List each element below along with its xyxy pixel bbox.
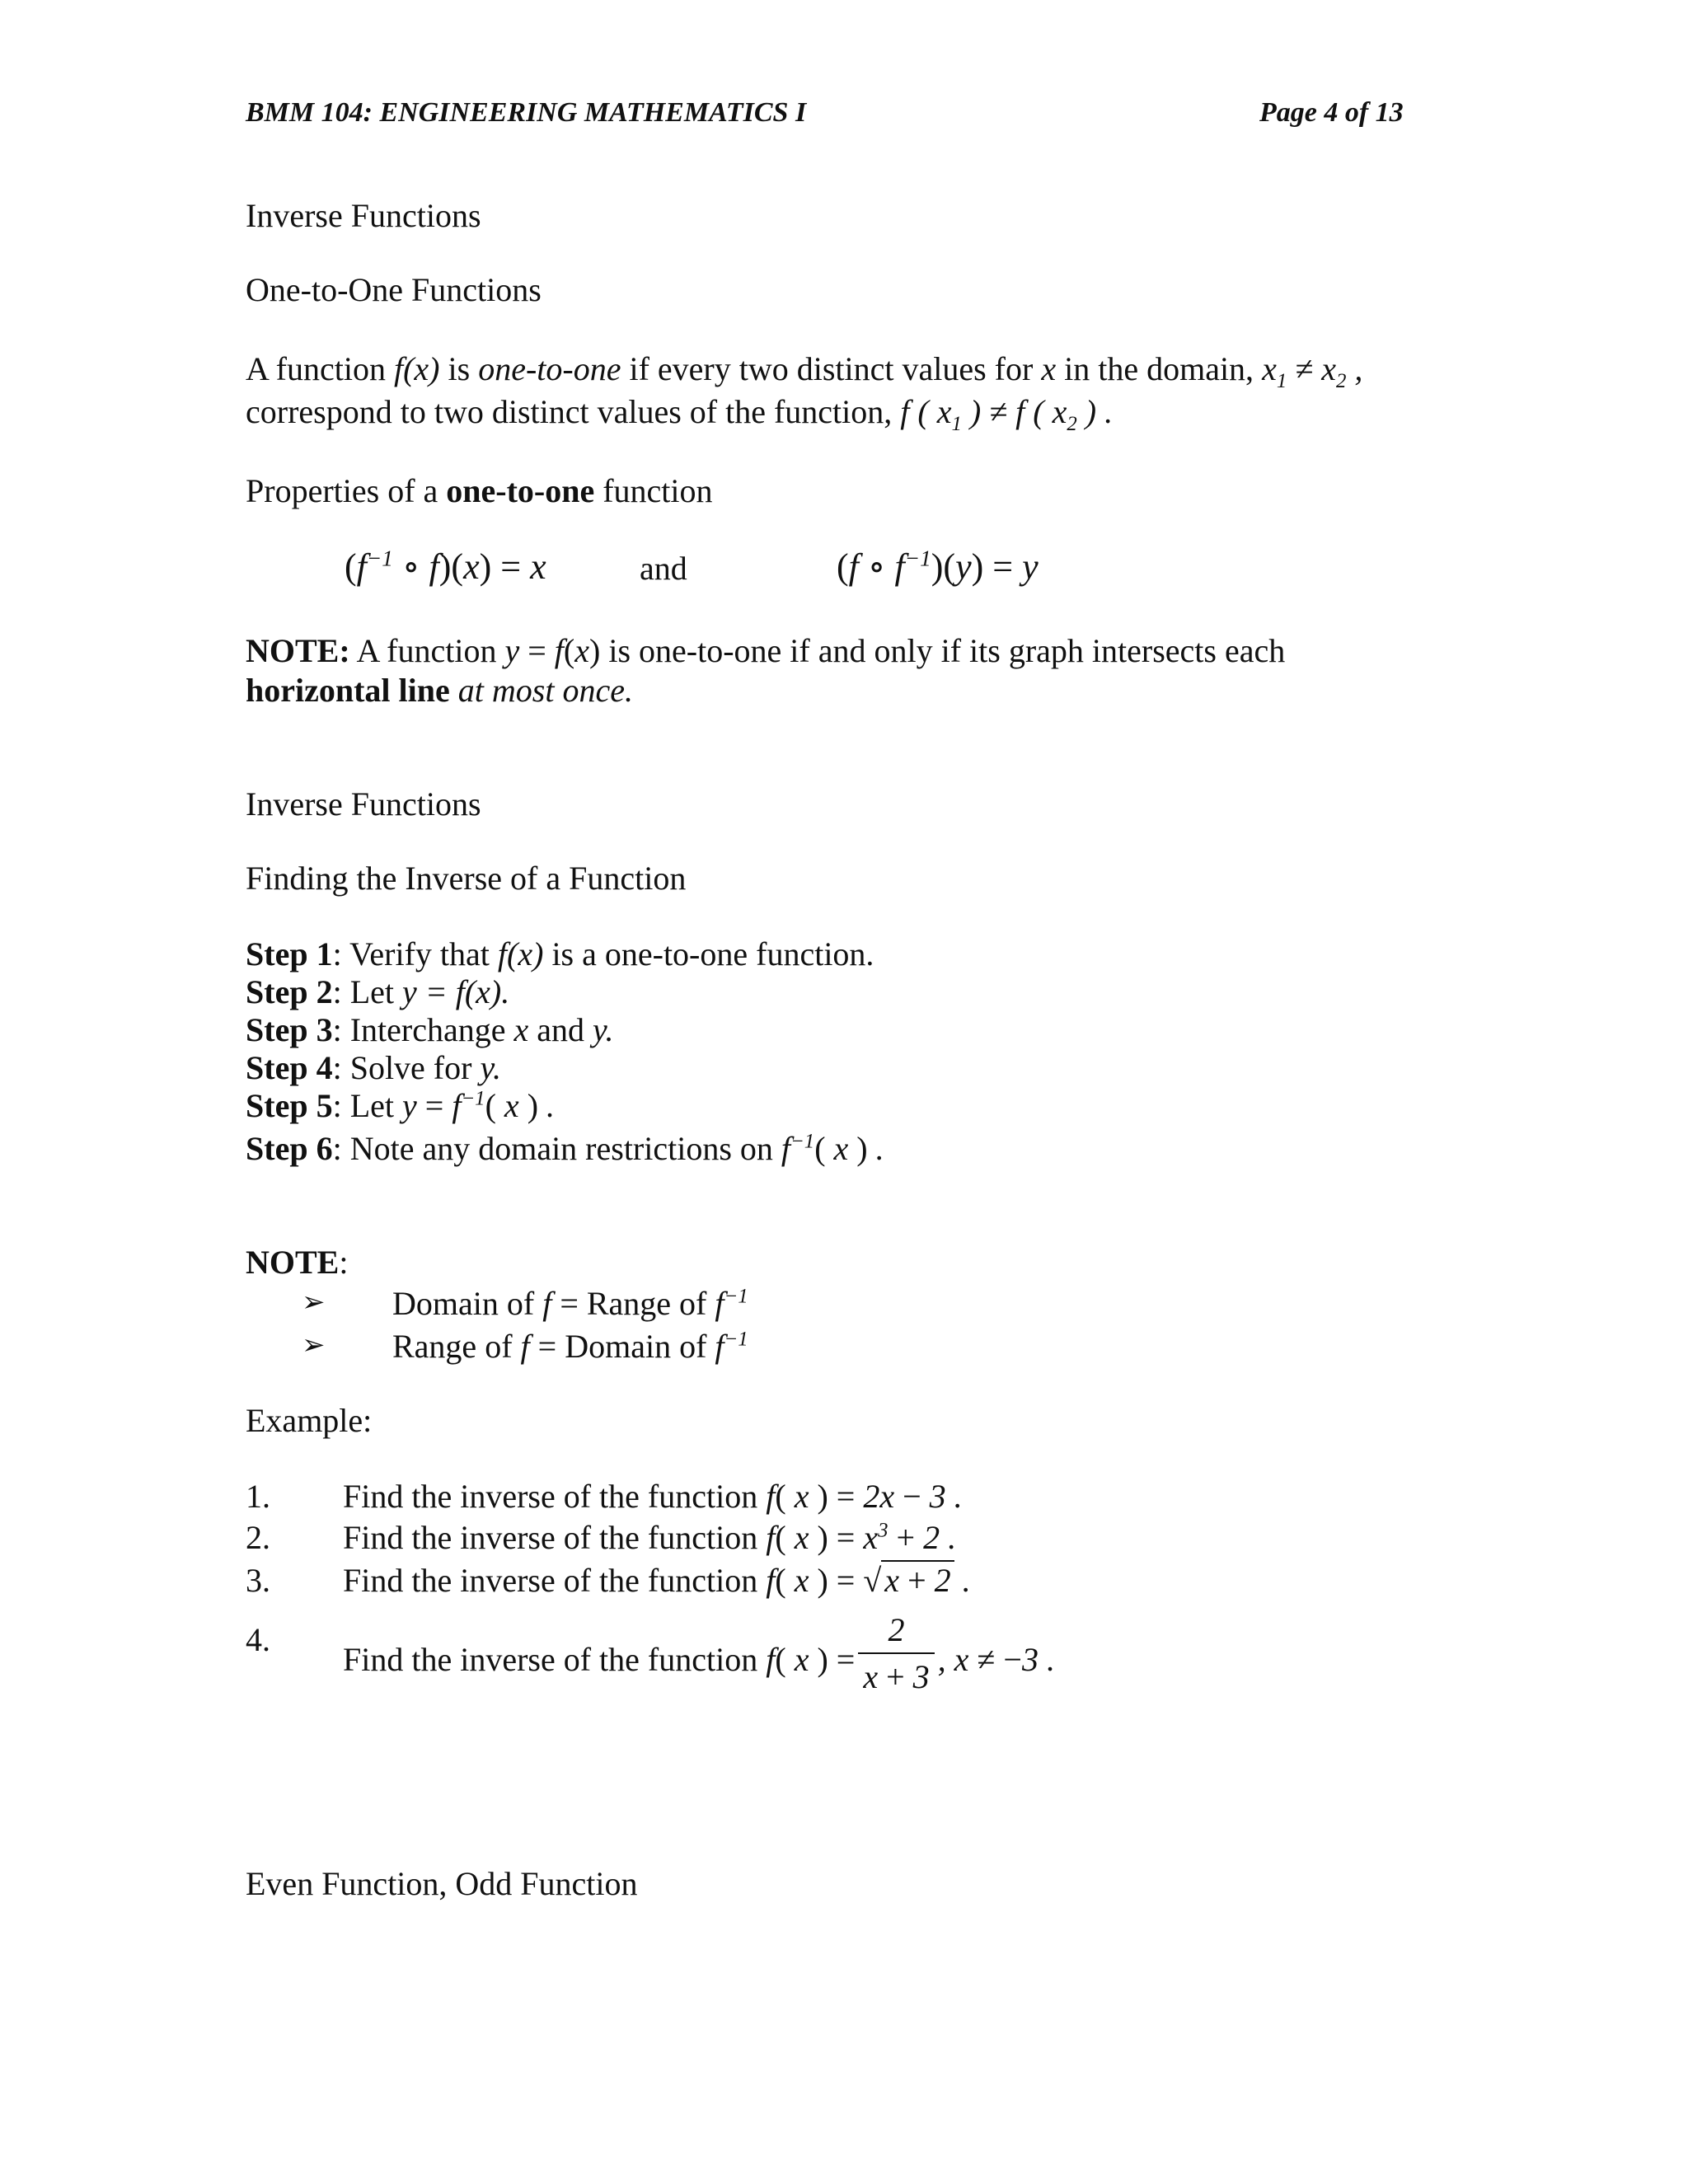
formula-sqrt-x-plus-2: f( x ) = √ x + 2 . (766, 1562, 971, 1599)
property-formula-right: (f ∘ $f^{-1})(y) = y$ (837, 546, 1039, 587)
example-1: Find the inverse of the function f( x ) = 2x − 3 . (343, 1478, 963, 1515)
bullet-arrow-icon: ➢ (302, 1287, 326, 1318)
example-number: 3. (246, 1562, 270, 1599)
section-heading-2: Inverse Functions (246, 785, 481, 823)
note-line-2: horizontal line at most once. (246, 672, 633, 709)
note-bullet-2: Range of f = Domain of $f^{-1}$ (392, 1328, 748, 1365)
step-4: Step 4: Solve for y. (246, 1049, 501, 1086)
example-4: Find the inverse of the function f( x ) = $\frac{2}{x + 3}$ , x ≠ −3 . (343, 1611, 1055, 1695)
definition-line-1: A function f(x) is one-to-one if every two distinct values for x in the domain, $x_1 \ne x_2$ , (246, 350, 1363, 392)
section-heading: Inverse Functions (246, 197, 481, 234)
f-inverse: $f^{-1}$ (715, 1285, 748, 1322)
course-title: BMM 104: ENGINEERING MATHEMATICS I (246, 97, 807, 128)
property-formula-left: ($f^{-1}$ ∘ f)(x) = x (345, 546, 546, 587)
formula-x-cubed-plus-2: f( x ) = $x^3 + 2$ . (766, 1519, 957, 1556)
example-2: Find the inverse of the function f( x ) = $x^3 + 2$ . (343, 1519, 957, 1556)
formula-2-over-x-plus-3: f( x ) = $\frac{2}{x + 3}$ , x ≠ −3 . (766, 1611, 1055, 1695)
subheading-2: Finding the Inverse of a Function (246, 860, 687, 897)
note-line-1: NOTE: A function y = f(x) is one-to-one if and only if its graph intersects each (246, 632, 1286, 669)
example-number: 2. (246, 1519, 270, 1556)
example-number: 1. (246, 1478, 270, 1515)
step-1: Step 1: Verify that f(x) is a one-to-one function. (246, 935, 874, 972)
properties-heading: Properties of a one-to-one function (246, 472, 713, 509)
example-number: 4. (246, 1621, 270, 1658)
section-heading-3: Even Function, Odd Function (246, 1865, 638, 1902)
step-3: Step 3: Interchange x and y. (246, 1011, 614, 1048)
definition-line-2: correspond to two distinct values of the function, f ( $x_1$ ) ≠ f ( $x_2$ ) . (246, 393, 1114, 435)
note-bullet-1: Domain of f = Range of $f^{-1}$ (392, 1285, 748, 1322)
step-2: Step 2: Let y = f(x). (246, 973, 510, 1010)
example-label: Example: (246, 1402, 373, 1439)
y-equals-f-x: y = f(x) (504, 632, 601, 669)
f-inverse-of-x: $f^{-1}$( x ) . (781, 1130, 884, 1167)
note-heading: NOTE: (246, 1244, 349, 1281)
bullet-arrow-icon: ➢ (302, 1330, 326, 1361)
example-3: Find the inverse of the function f( x ) = √ x + 2 . (343, 1562, 971, 1599)
inequality-x1-x2: $x_1 \ne x_2$ , (1262, 350, 1363, 392)
formula-2x-minus-3: f( x ) = 2x − 3 . (766, 1478, 963, 1515)
page-number: Page 4 of 13 (1259, 97, 1404, 128)
inequality-f-x1-f-x2: f ( $x_1$ ) ≠ f ( $x_2$ ) . (900, 393, 1114, 435)
step-5: Step 5: Let $y = f^{-1}$( x ) . (246, 1087, 556, 1124)
subheading: One-to-One Functions (246, 271, 542, 308)
f-inverse: $f^{-1}$ (715, 1328, 748, 1365)
and-label: and (640, 550, 687, 587)
y-equals-f-inverse: $y = f^{-1}$( x ) . (402, 1087, 556, 1124)
step-6: Step 6: Note any domain restrictions on $f^{-1}$( x ) . (246, 1130, 884, 1167)
